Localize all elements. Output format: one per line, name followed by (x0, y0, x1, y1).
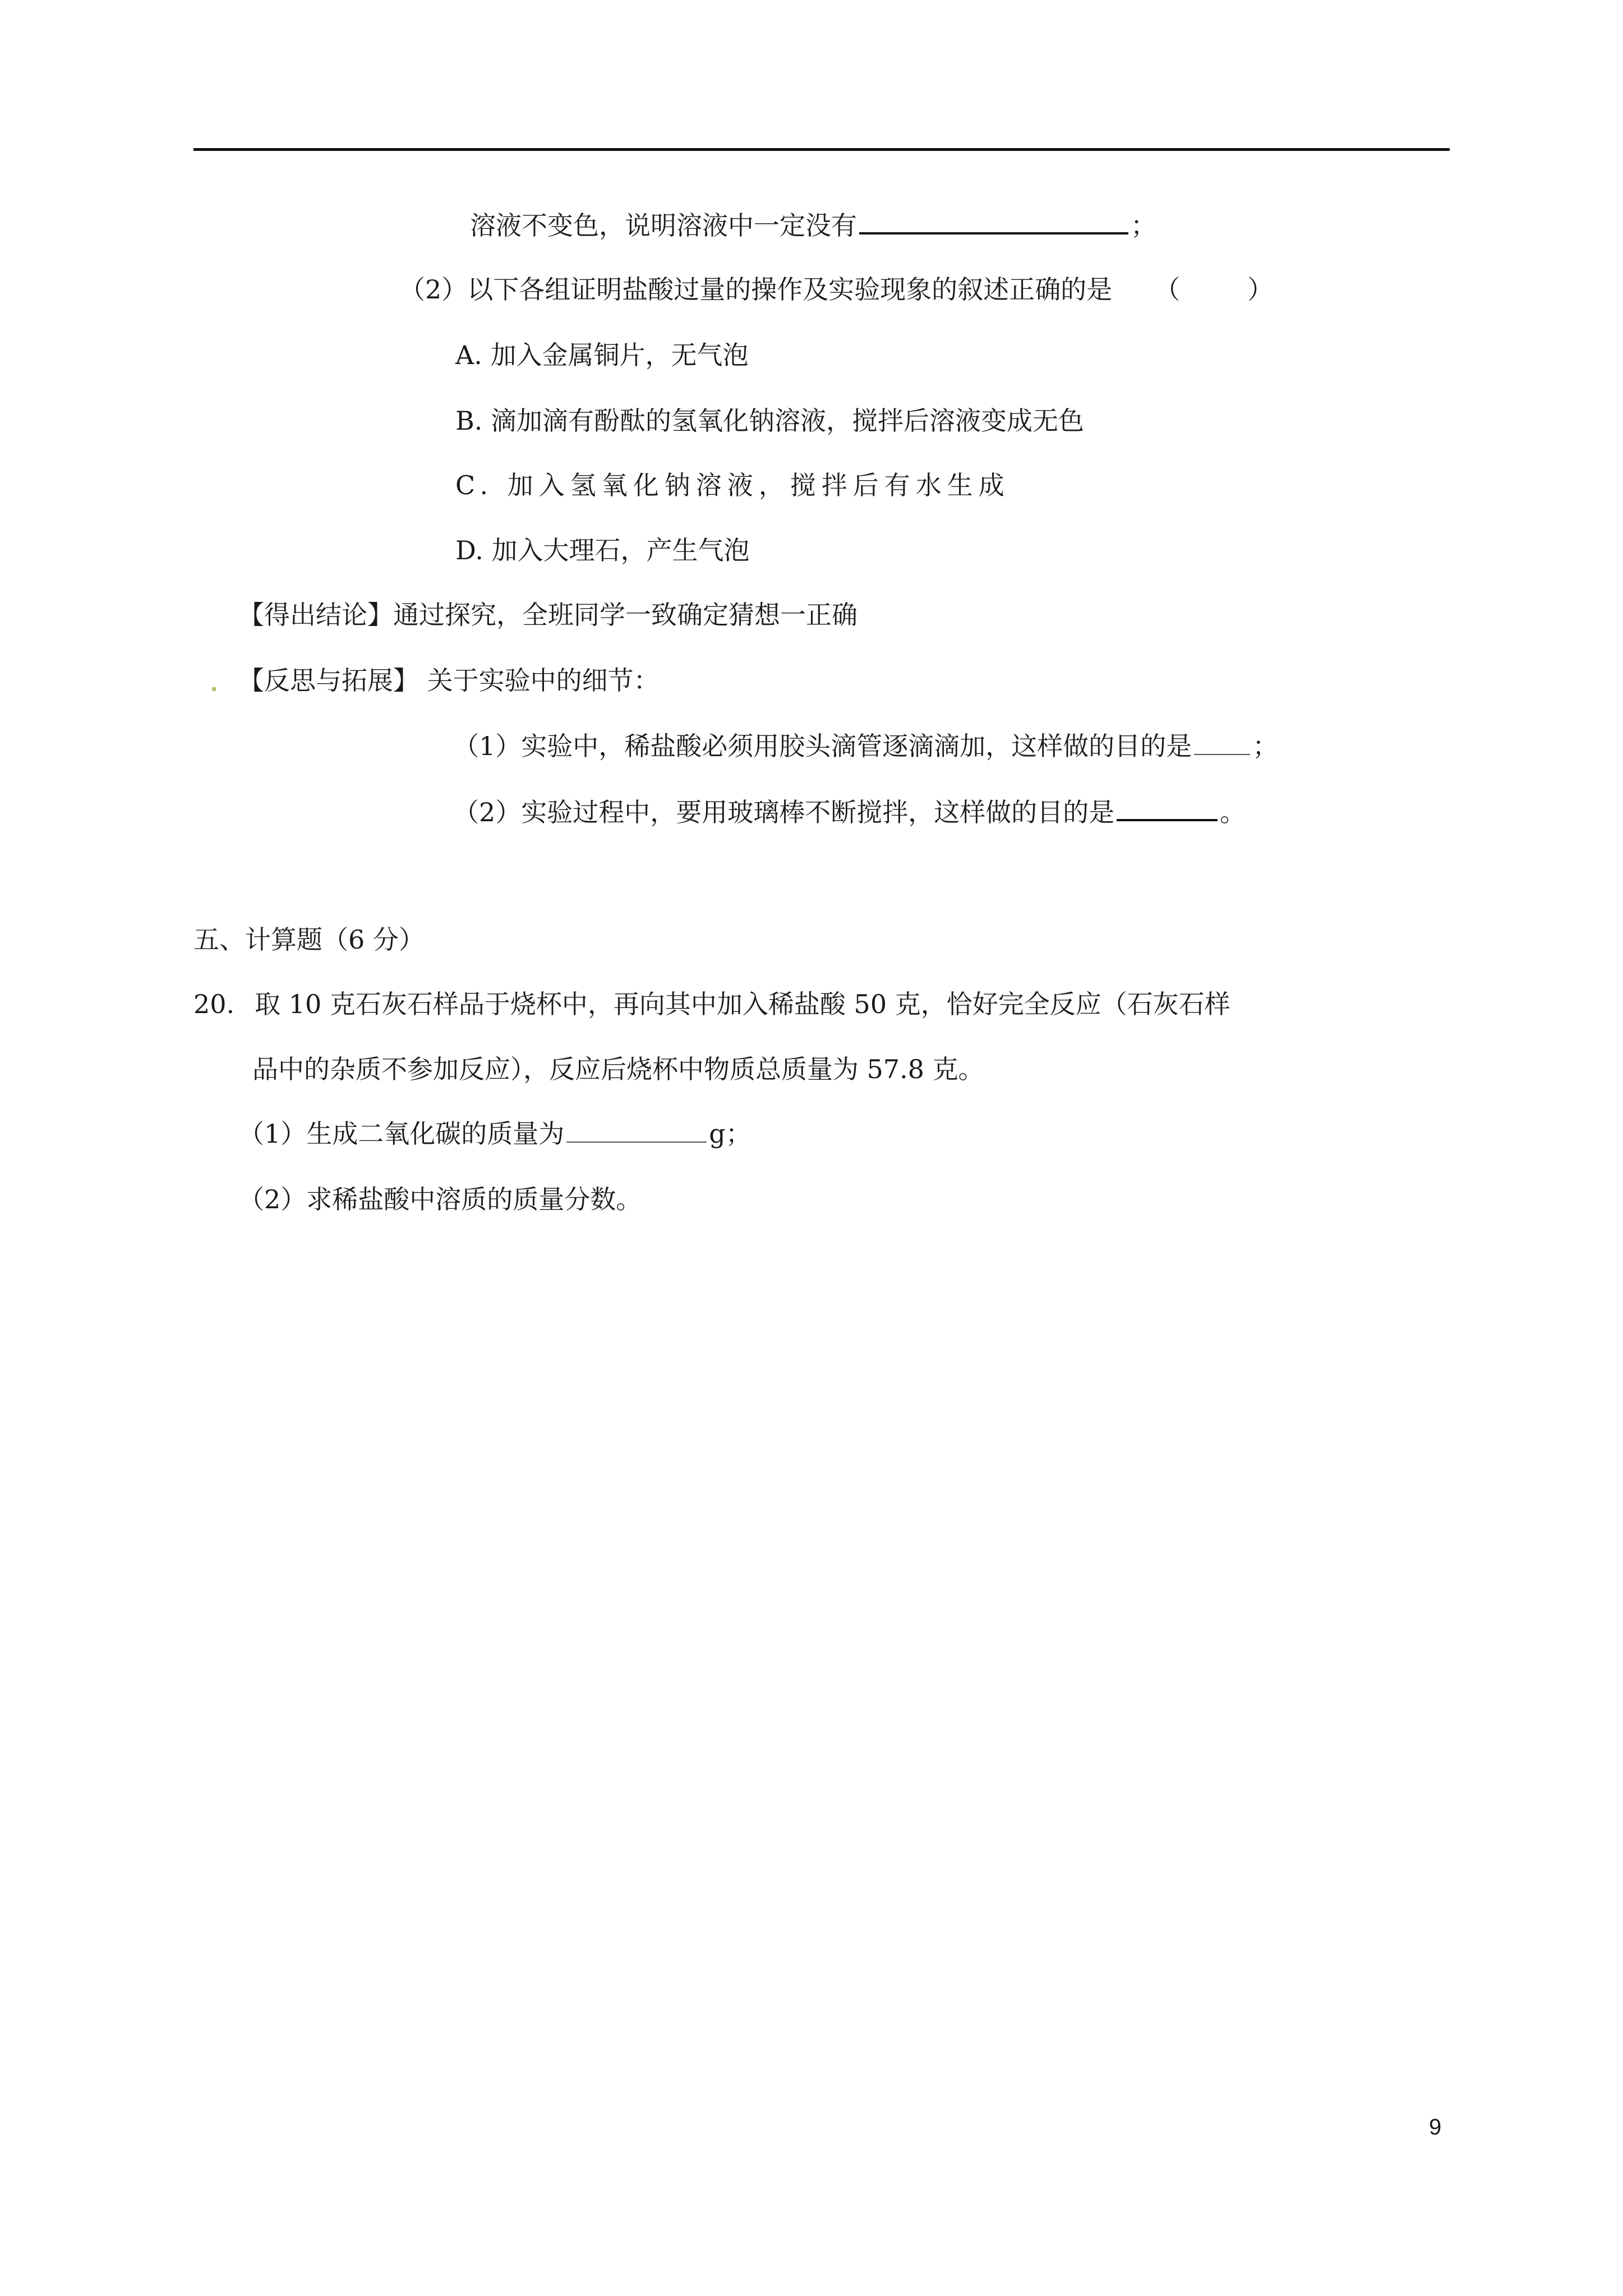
reflection-1-text: （1）实验中，稀盐酸必须用胶头滴管逐滴滴加，这样做的目的是 (453, 731, 1192, 761)
q19-q2-text: （2）以下各组证明盐酸过量的操作及实验现象的叙述正确的是 (399, 274, 1113, 305)
reflection-1 (453, 729, 1278, 763)
reflection-1-end: ； (1252, 731, 1279, 761)
q19-line-no-color-change (470, 208, 1156, 242)
option-d: D. 加入大理石，产生气泡 (455, 535, 750, 565)
option-a: A. 加入金属铜片，无气泡 (455, 340, 749, 370)
option-b: B. 滴加滴有酚酞的氢氧化钠溶液，搅拌后溶液变成无色 (455, 406, 1085, 436)
option-c: C. 加入氢氧化钠溶液，搅拌后有水生成 (455, 470, 1010, 500)
q20-line2: 品中的杂质不参加反应），反应后烧杯中物质总质量为 57.8 克。 (252, 1054, 984, 1084)
q20-line1 (193, 987, 1230, 1021)
page-number: 9 (1429, 2115, 1442, 2139)
q20-number: 20. (193, 989, 235, 1019)
q20-sub1-text: （1）生成二氧化碳的质量为 (238, 1119, 565, 1149)
answer-blank (859, 208, 1128, 234)
answer-blank (1117, 794, 1218, 821)
stray-mark (212, 687, 216, 691)
paren-close: ） (1247, 274, 1274, 305)
paren-open: （ (1154, 274, 1181, 305)
q19-line1-text: 溶液不变色，说明溶液中一定没有 (470, 210, 857, 241)
conclusion-line: 【得出结论】通过探究，全班同学一致确定猜想一正确 (238, 600, 857, 630)
q19-subquestion-2 (399, 273, 1273, 306)
q20-sub1 (238, 1117, 751, 1151)
reflection-2-text: （2）实验过程中，要用玻璃棒不断搅拌，这样做的目的是 (453, 797, 1115, 827)
q20-sub1-end: g； (709, 1119, 751, 1149)
q20-text-1: 取 10 克石灰石样品于烧杯中，再向其中加入稀盐酸 50 克，恰好完全反应（石灰石样 (255, 989, 1230, 1019)
reflection-2 (453, 794, 1246, 829)
q19-line1-end: ； (1131, 210, 1156, 241)
section-title: 五、计算题（6 分） (193, 924, 425, 955)
header-rule (193, 148, 1450, 151)
reflection-2-end: 。 (1220, 797, 1246, 827)
q20-sub2: （2）求稀盐酸中溶质的质量分数。 (238, 1184, 642, 1214)
answer-blank (1194, 729, 1250, 755)
answer-blank (566, 1117, 707, 1143)
reflection-heading: 【反思与拓展】 关于实验中的细节： (238, 665, 660, 696)
